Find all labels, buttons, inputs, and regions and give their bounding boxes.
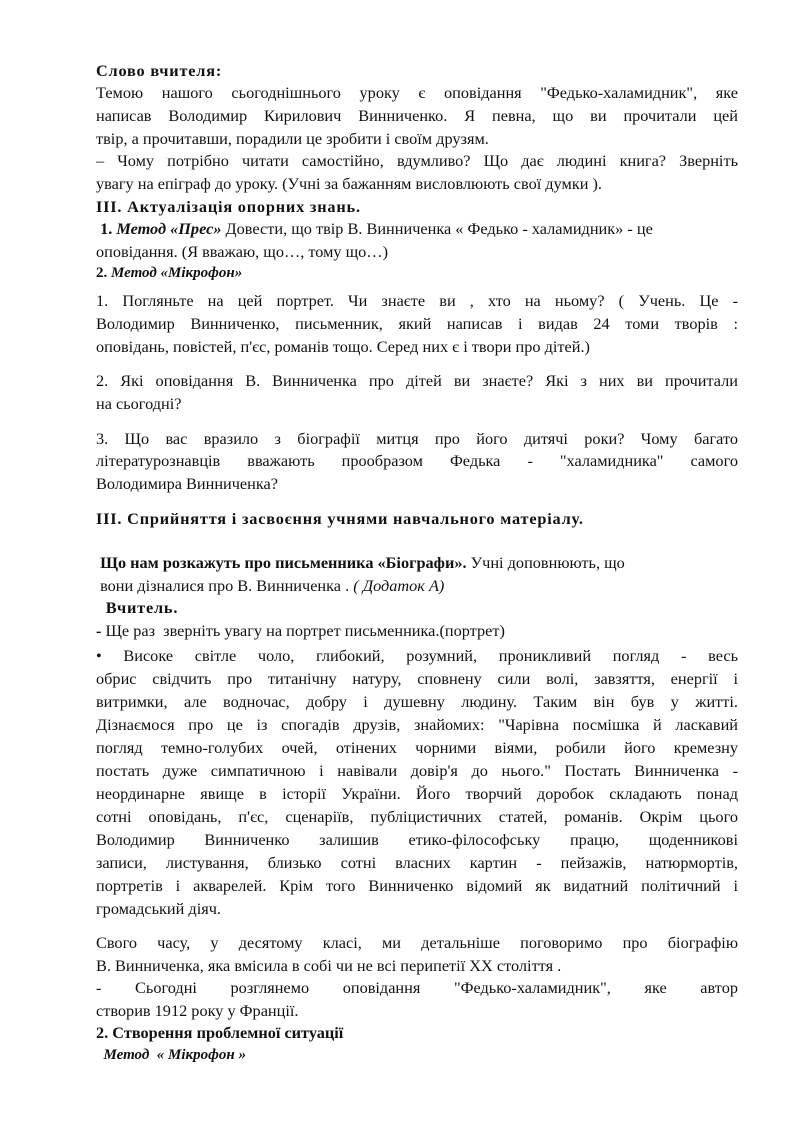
intro-line: Темою нашого сьогоднішнього уроку є оповідання "Федько-халамидник", яке [96, 83, 738, 102]
intro-question: – Чому потрібно читати самостійно, вдумливо? Що дає людині книга? Зверніть [96, 151, 738, 170]
method-microphone-label: Метод « Мікрофон » [96, 1047, 246, 1063]
closing-line: створив 1912 року у Франції. [96, 1001, 299, 1020]
teacher-label: Вчитель. [96, 598, 179, 617]
biographers-line [96, 552, 738, 573]
biographers-text: Учні доповнюють, що [466, 553, 625, 572]
biographers-continuation [96, 575, 738, 596]
method-number: 1. [96, 219, 113, 238]
portrait-description-line: обрис свідчить про титанічну натуру, сповнену сили волі, завзяття, енергії і [96, 669, 738, 688]
portrait-description-line: Дізнаємося про це із спогадів друзів, знайомих: "Чарівна посмішка й ласкавий [96, 715, 738, 734]
method-press-line [96, 218, 738, 239]
portrait-description-line: портретів і акварелей. Крім того Винниченко відомий як видатний політичний і [96, 876, 738, 895]
method-press-text: Довести, що твір В. Винниченка « Федько - халамидник» - це [221, 219, 653, 238]
portrait-description-line: громадський діяч. [96, 899, 221, 918]
portrait-description-line: постать дуже симпатичною і навівали довір'я до нього." Постать Винниченка - [96, 761, 738, 780]
closing-line: Свого часу, у десятому класі, ми детальніше поговоримо про біографію [96, 933, 738, 952]
closing-line: В. Винниченка, яка вмісила в собі чи не всі перипетії XX століття . [96, 956, 562, 975]
method-press-name: Метод «Прес» [112, 219, 222, 238]
intro-line: написав Володимир Кирилович Винниченко. Я певна, що ви прочитали цей [96, 106, 738, 125]
portrait-description-line: • Високе світле чоло, глибокий, розумний, проникливий погляд - весь [96, 646, 738, 665]
question-3-line: Володимира Винниченка? [96, 474, 278, 493]
question-3-line: літературознавців вважають прообразом Федька - "халамидника" самого [96, 451, 738, 470]
question-1-line: оповідань, повістей, п'єс, романів тощо. Серед них є і твори про дітей.) [96, 337, 590, 356]
dash-marker: - [96, 621, 102, 640]
method-microphone-name: Метод «Мікрофон» [107, 265, 243, 281]
question-1-line: Володимир Винниченко, письменник, який написав і видав 24 томи творів : [96, 314, 738, 333]
portrait-description-line: Володимир Винниченко залишив етико-філософську працю, щоденникові [96, 830, 738, 849]
method-number: 2. [96, 265, 108, 281]
intro-line: увагу на епіграф до уроку. (Учні за бажанням висловлюють свої думки ). [96, 174, 603, 193]
method-press-continuation: оповідання. (Я вважаю, що…, тому що…) [96, 242, 389, 261]
question-1-line: 1. Погляньте на цей портрет. Чи знаєте ви , хто на ньому? ( Учень. Це - [96, 291, 738, 310]
biographers-bold: Що нам розкажуть про письменника «Біографи». [96, 553, 467, 572]
portrait-description-line: неординарне явище в історії України. Його творчий доробок складають понад [96, 784, 738, 803]
closing-line: - Сьогодні розглянемо оповідання "Федько-халамидник", яке автор [96, 978, 738, 997]
section-heading-actualization: ІІІ. Актуалізація опорних знань. [96, 197, 361, 216]
appendix-reference: ( Додаток А) [349, 576, 445, 595]
question-3-line: 3. Що вас вразило з біографії митця про його дитячі роки? Чому багато [96, 429, 738, 448]
section-heading-perception: ІІІ. Сприйняття і засвоєння учнями навчального матеріалу. [96, 509, 584, 528]
question-2-line: 2. Які оповідання В. Винниченка про дітей ви знаєте? Які з них ви прочитали [96, 371, 738, 390]
section-heading-problem: 2. Створення проблемної ситуації [96, 1023, 344, 1042]
teacher-word-heading: Слово вчителя: [96, 61, 223, 80]
portrait-line [96, 620, 738, 641]
intro-line: твір, а прочитавши, порадили це зробити і своїм друзям. [96, 129, 489, 148]
method-microphone-line [96, 263, 738, 284]
portrait-description-line: погляд темно-голубих очей, отінених чорними віями, робили його кремезну [96, 738, 738, 757]
biographers-text: вони дізналися про В. Винниченка . [96, 576, 350, 595]
portrait-description-line: сотні оповідань, п'єс, сценаріїв, публіцистичних статей, романів. Окрім цього [96, 807, 738, 826]
portrait-text: Ще раз зверніть увагу на портрет письменника.(портрет) [101, 621, 505, 640]
question-2-line: на сьогодні? [96, 394, 182, 413]
portrait-description-line: витримки, але водночас, добру і душевну людину. Таким він був у житті. [96, 692, 738, 711]
portrait-description-line: записи, листування, близько сотні власних картин - пейзажів, натюрмортів, [96, 853, 738, 872]
